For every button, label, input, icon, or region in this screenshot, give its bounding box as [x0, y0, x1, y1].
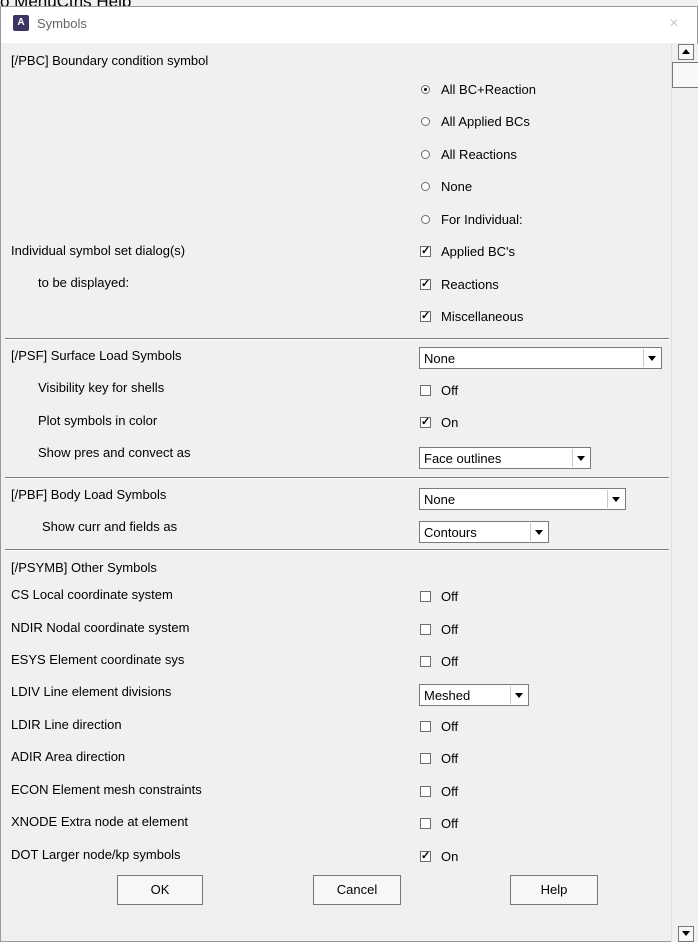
checkbox-label: Miscellaneous: [441, 309, 524, 324]
checkbox-label: Applied BC's: [441, 244, 516, 259]
checkbox-label: On: [441, 415, 459, 430]
pbf-select[interactable]: [419, 488, 626, 510]
help-button[interactable]: Help: [510, 875, 598, 905]
applied-bcs-checkbox[interactable]: [420, 246, 431, 257]
radio-label: For Individual:: [441, 212, 523, 227]
psymb-header: [/PSYMB] Other Symbols: [11, 560, 157, 575]
dot-checkbox[interactable]: [420, 851, 431, 862]
title-bar: [1, 7, 697, 43]
chevron-down-icon[interactable]: [510, 686, 527, 704]
dot-label: DOT Larger node/kp symbols: [11, 847, 181, 862]
psf-select[interactable]: [419, 347, 662, 369]
ldiv-label: LDIV Line element divisions: [11, 684, 172, 699]
chevron-down-icon[interactable]: [572, 449, 589, 467]
chevron-down-icon[interactable]: [607, 490, 624, 508]
individual-label: Individual symbol set dialog(s): [11, 243, 186, 258]
displayed-label: to be displayed:: [38, 275, 130, 290]
ldiv-select[interactable]: [419, 684, 529, 706]
cs-checkbox[interactable]: [420, 591, 431, 602]
radio-none[interactable]: [421, 182, 430, 191]
psf-header: [/PSF] Surface Load Symbols: [11, 348, 182, 363]
reactions-checkbox[interactable]: [420, 279, 431, 290]
esys-label: ESYS Element coordinate sys: [11, 652, 185, 667]
pbf-select-value: None: [424, 492, 456, 507]
curr-select[interactable]: [419, 521, 549, 543]
radio-all-applied-bcs[interactable]: [421, 117, 430, 126]
divider: [5, 477, 669, 479]
radio-label: All Reactions: [441, 147, 517, 162]
vertical-scrollbar[interactable]: [671, 44, 698, 942]
curr-select-value: Contours: [424, 525, 477, 540]
checkbox-label: Off: [441, 622, 459, 637]
color-label: Plot symbols in color: [38, 413, 158, 428]
pres-select[interactable]: [419, 447, 591, 469]
ndir-label: NDIR Nodal coordinate system: [11, 620, 190, 635]
econ-label: ECON Element mesh constraints: [11, 782, 202, 797]
econ-checkbox[interactable]: [420, 786, 431, 797]
ndir-checkbox[interactable]: [420, 624, 431, 635]
pbf-header: [/PBF] Body Load Symbols: [11, 487, 167, 502]
esys-checkbox[interactable]: [420, 656, 431, 667]
checkbox-label: Off: [441, 816, 459, 831]
pres-label: Show pres and convect as: [38, 445, 191, 460]
checkbox-label: Off: [441, 383, 459, 398]
chevron-down-icon[interactable]: [530, 523, 547, 541]
scroll-down-icon[interactable]: [678, 926, 694, 942]
color-checkbox[interactable]: [420, 417, 431, 428]
radio-label: All Applied BCs: [441, 114, 530, 129]
adir-label: ADIR Area direction: [11, 749, 126, 764]
divider: [5, 549, 669, 551]
chevron-down-icon[interactable]: [643, 349, 660, 367]
ldiv-select-value: Meshed: [424, 688, 471, 703]
cancel-button[interactable]: Cancel: [313, 875, 401, 905]
cs-label: CS Local coordinate system: [11, 587, 173, 602]
visibility-checkbox[interactable]: [420, 385, 431, 396]
scroll-thumb[interactable]: [672, 62, 698, 88]
radio-for-individual[interactable]: [421, 215, 430, 224]
adir-checkbox[interactable]: [420, 753, 431, 764]
ok-button[interactable]: OK: [117, 875, 203, 905]
app-icon: A: [13, 15, 29, 31]
checkbox-label: Reactions: [441, 277, 499, 292]
radio-all-bc-reaction[interactable]: [421, 85, 430, 94]
divider: [5, 338, 669, 340]
checkbox-label: Off: [441, 654, 459, 669]
radio-label: None: [441, 179, 473, 194]
scroll-up-icon[interactable]: [678, 44, 694, 60]
close-icon[interactable]: ×: [669, 15, 679, 32]
radio-label: All BC+Reaction: [441, 82, 537, 97]
xnode-label: XNODE Extra node at element: [11, 814, 189, 829]
checkbox-label: On: [441, 849, 459, 864]
window-title: Symbols: [37, 16, 87, 31]
curr-label: Show curr and fields as: [42, 519, 178, 534]
psf-select-value: None: [424, 351, 456, 366]
miscellaneous-checkbox[interactable]: [420, 311, 431, 322]
pres-select-value: Face outlines: [424, 451, 502, 466]
symbols-dialog: [0, 6, 698, 942]
checkbox-label: Off: [441, 719, 459, 734]
checkbox-label: Off: [441, 589, 459, 604]
xnode-checkbox[interactable]: [420, 818, 431, 829]
radio-all-reactions[interactable]: [421, 150, 430, 159]
visibility-label: Visibility key for shells: [38, 380, 165, 395]
ldir-label: LDIR Line direction: [11, 717, 122, 732]
checkbox-label: Off: [441, 784, 459, 799]
pbc-header: [/PBC] Boundary condition symbol: [11, 53, 209, 68]
checkbox-label: Off: [441, 751, 459, 766]
ldir-checkbox[interactable]: [420, 721, 431, 732]
